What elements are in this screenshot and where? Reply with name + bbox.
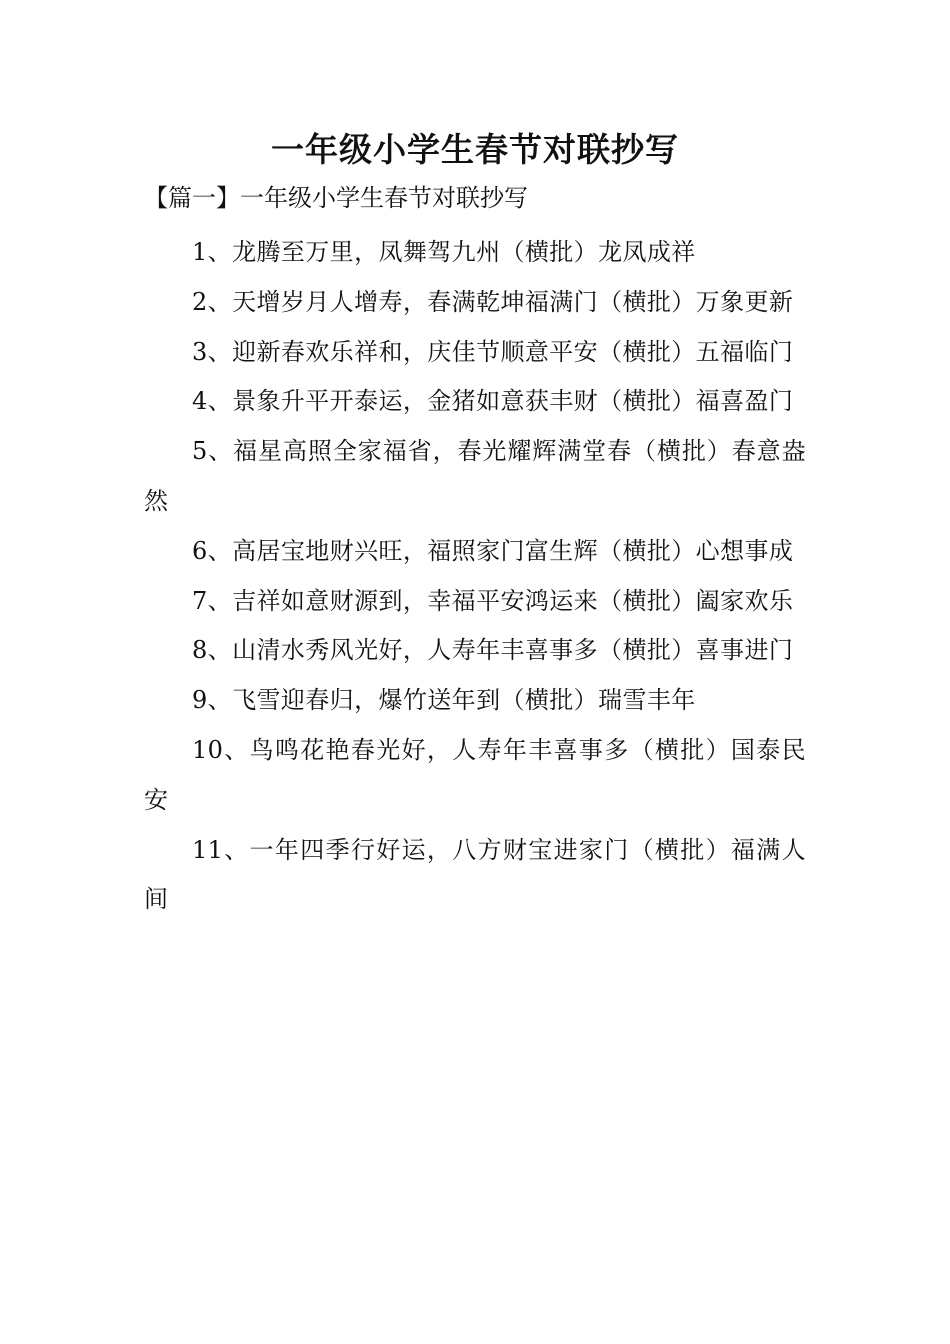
couplet-item-3: 3、迎新春欢乐祥和，庆佳节顺意平安（横批）五福临门 xyxy=(192,337,794,366)
couplet-list xyxy=(144,228,806,925)
couplet-item-11: 11、一年四季行好运，八方财宝进家门（横批）福满人间 xyxy=(144,835,806,914)
couplet-item-5: 5、福星高照全家福省，春光耀辉满堂春（横批）春意盎然 xyxy=(144,437,806,515)
document-title: 一年级小学生春节对联抄写 xyxy=(271,130,679,169)
couplet-item-9: 9、飞雪迎春归，爆竹送年到（横批）瑞雪丰年 xyxy=(192,686,696,715)
couplet-item-8: 8、山清水秀风光好，人寿年丰喜事多（横批）喜事进门 xyxy=(192,636,794,665)
couplet-item-4: 4、景象升平开泰运，金猪如意获丰财（横批）福喜盈门 xyxy=(192,387,794,416)
couplet-item-1: 1、龙腾至万里，凤舞驾九州（横批）龙凤成祥 xyxy=(192,238,696,266)
couplet-item-7: 7、吉祥如意财源到，幸福平安鸿运来（横批）阖家欢乐 xyxy=(192,586,794,615)
couplet-item-10: 10、鸟鸣花艳春光好，人寿年丰喜事多（横批）国泰民安 xyxy=(144,735,806,814)
section-heading: 【篇一】一年级小学生春节对联抄写 xyxy=(144,184,528,212)
couplet-item-2: 2、天增岁月人增寿，春满乾坤福满门（横批）万象更新 xyxy=(192,287,794,316)
couplet-item-6: 6、高居宝地财兴旺，福照家门富生辉（横批）心想事成 xyxy=(192,536,794,565)
